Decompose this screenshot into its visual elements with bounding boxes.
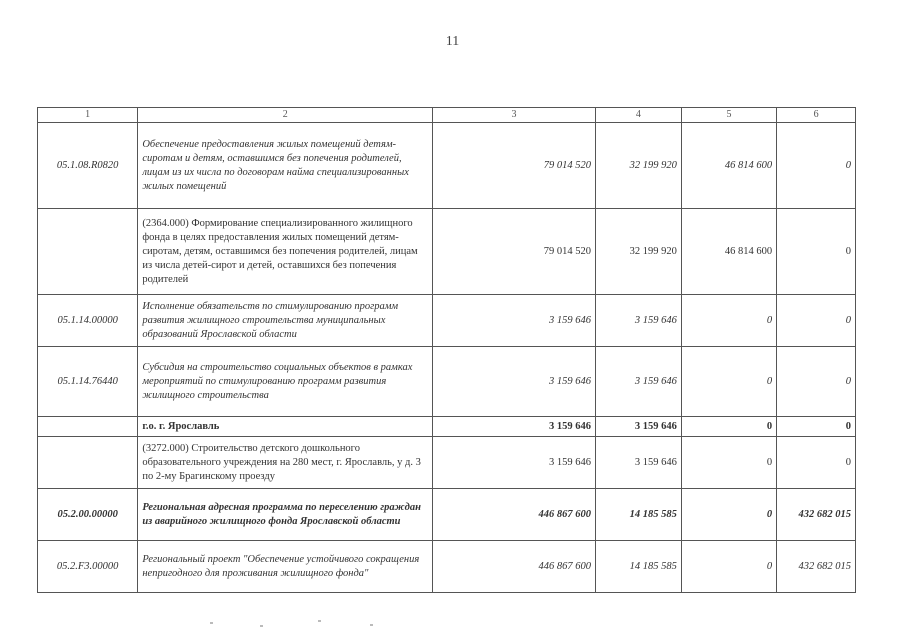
column-header: 3 bbox=[433, 108, 596, 123]
table-row bbox=[38, 295, 856, 347]
row-description: Обеспечение предоставления жилых помещений детям-сиротам и детям, оставшимся без попечения родителей, лицам из их числа по договорам найма специализированных жилых помещений bbox=[138, 123, 433, 209]
column-header: 6 bbox=[777, 108, 856, 123]
row-col6: 0 bbox=[777, 209, 856, 295]
row-code: 05.1.08.R0820 bbox=[38, 123, 138, 209]
row-col6: 0 bbox=[777, 295, 856, 347]
row-col4: 3 159 646 bbox=[595, 437, 681, 489]
row-col5: 0 bbox=[681, 417, 776, 437]
row-col3: 3 159 646 bbox=[433, 417, 596, 437]
row-description: Региональная адресная программа по переселению граждан из аварийного жилищного фонда Ярославской области bbox=[138, 489, 433, 541]
scan-noise bbox=[200, 618, 400, 630]
row-description: Субсидия на строительство социальных объектов в рамках мероприятий по стимулированию программ развития жилищного строительства bbox=[138, 347, 433, 417]
row-col4: 14 185 585 bbox=[595, 489, 681, 541]
row-description: г.о. г. Ярославль bbox=[138, 417, 433, 437]
row-col5: 46 814 600 bbox=[681, 123, 776, 209]
scan-speck bbox=[370, 624, 373, 626]
row-col5: 0 bbox=[681, 295, 776, 347]
row-col3: 446 867 600 bbox=[433, 489, 596, 541]
table-row bbox=[38, 347, 856, 417]
row-col5: 0 bbox=[681, 541, 776, 593]
row-col6: 432 682 015 bbox=[777, 489, 856, 541]
row-code: 05.2.00.00000 bbox=[38, 489, 138, 541]
scan-speck bbox=[260, 625, 263, 627]
row-code: 05.1.14.76440 bbox=[38, 347, 138, 417]
table-row bbox=[38, 541, 856, 593]
column-header: 5 bbox=[681, 108, 776, 123]
row-description: Исполнение обязательств по стимулированию программ развития жилищного строительства муниципальных образований Ярославской области bbox=[138, 295, 433, 347]
row-col3: 3 159 646 bbox=[433, 347, 596, 417]
table-row bbox=[38, 489, 856, 541]
table-row bbox=[38, 123, 856, 209]
scan-speck bbox=[210, 622, 213, 624]
budget-table bbox=[37, 107, 856, 593]
row-col6: 432 682 015 bbox=[777, 541, 856, 593]
column-header: 2 bbox=[138, 108, 433, 123]
row-col3: 446 867 600 bbox=[433, 541, 596, 593]
row-description: Региональный проект "Обеспечение устойчивого сокращения непригодного для проживания жилищного фонда" bbox=[138, 541, 433, 593]
row-col3: 79 014 520 bbox=[433, 123, 596, 209]
row-col3: 79 014 520 bbox=[433, 209, 596, 295]
row-col5: 46 814 600 bbox=[681, 209, 776, 295]
row-col5: 0 bbox=[681, 347, 776, 417]
row-description: (2364.000) Формирование специализированного жилищного фонда в целях предоставления жилых помещений детям-сиротам, детям, оставшимся без попечения родителей, лицам из числа детей-сирот и детей, оставшихся без попечения родителей bbox=[138, 209, 433, 295]
row-col4: 14 185 585 bbox=[595, 541, 681, 593]
row-code: 05.1.14.00000 bbox=[38, 295, 138, 347]
row-col5: 0 bbox=[681, 489, 776, 541]
row-col6: 0 bbox=[777, 347, 856, 417]
page-number: 11 bbox=[445, 34, 460, 49]
row-code bbox=[38, 417, 138, 437]
row-col6: 0 bbox=[777, 123, 856, 209]
row-col6: 0 bbox=[777, 437, 856, 489]
row-col5: 0 bbox=[681, 437, 776, 489]
column-header: 4 bbox=[595, 108, 681, 123]
table-row bbox=[38, 417, 856, 437]
row-code bbox=[38, 209, 138, 295]
table-header-row bbox=[38, 108, 856, 123]
row-description: (3272.000) Строительство детского дошкольного образовательного учреждения на 280 мест, г. Ярославль, у д. 3 по 2-му Брагинскому проезду bbox=[138, 437, 433, 489]
row-col4: 3 159 646 bbox=[595, 295, 681, 347]
row-code: 05.2.F3.00000 bbox=[38, 541, 138, 593]
row-code bbox=[38, 437, 138, 489]
row-col3: 3 159 646 bbox=[433, 295, 596, 347]
row-col4: 3 159 646 bbox=[595, 417, 681, 437]
row-col4: 3 159 646 bbox=[595, 347, 681, 417]
row-col4: 32 199 920 bbox=[595, 209, 681, 295]
scan-speck bbox=[318, 620, 321, 622]
table-row bbox=[38, 209, 856, 295]
row-col3: 3 159 646 bbox=[433, 437, 596, 489]
row-col4: 32 199 920 bbox=[595, 123, 681, 209]
row-col6: 0 bbox=[777, 417, 856, 437]
table-row bbox=[38, 437, 856, 489]
column-header: 1 bbox=[38, 108, 138, 123]
